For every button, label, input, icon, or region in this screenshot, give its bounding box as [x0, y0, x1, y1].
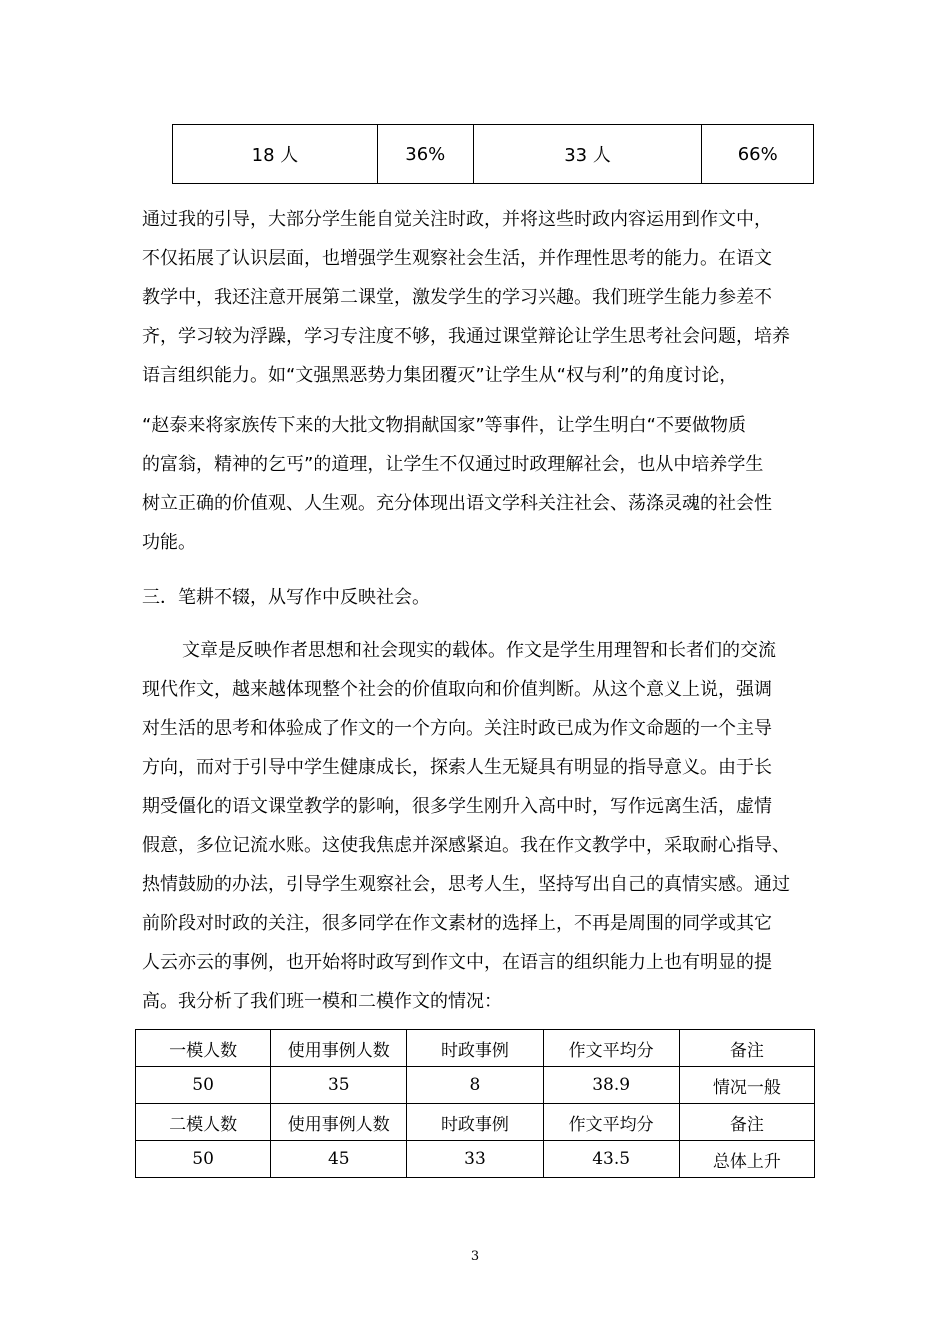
body-paragraph-2: [142, 406, 814, 562]
table-cell: 43.5: [543, 1141, 679, 1178]
text-line: 对生活的思考和体验成了作文的一个方向。关注时政已成为作文命题的一个主导: [142, 718, 772, 739]
table-cell: 情况一般: [679, 1067, 814, 1104]
text-line: 通过我的引导，大部分学生能自觉关注时政，并将这些时政内容运用到作文中，: [142, 209, 772, 230]
exam-comparison-table: [135, 1029, 815, 1178]
table-cell: 38.9: [543, 1067, 679, 1104]
text-line: 高。我分析了我们班一模和二模作文的情况：: [142, 991, 502, 1012]
table-cell: 36%: [377, 125, 473, 184]
text-line: 方向，而对于引导中学生健康成长，探索人生无疑具有明显的指导意义。由于长: [142, 757, 772, 778]
text-line: 前阶段对时政的关注，很多同学在作文素材的选择上，不再是周围的同学或其它: [142, 913, 772, 934]
body-paragraph-1: [142, 200, 814, 395]
text-line: 期受僵化的语文课堂教学的影响，很多学生刚升入高中时，写作远离生活，虚情: [142, 796, 772, 817]
text-line: 现代作文，越来越体现整个社会的价值取向和价值判断。从这个意义上说，强调: [142, 679, 772, 700]
table-cell: 50: [136, 1067, 271, 1104]
text-line: 树立正确的价值观、人生观。充分体现出语文学科关注社会、荡涤灵魂的社会性: [142, 493, 772, 514]
table-header-cell: 作文平均分: [543, 1104, 679, 1141]
table-row: [136, 1030, 815, 1067]
table-header-cell: 备注: [679, 1030, 814, 1067]
table-header-cell: 作文平均分: [543, 1030, 679, 1067]
table-header-cell: 二模人数: [136, 1104, 271, 1141]
table-cell: 35: [271, 1067, 407, 1104]
text-line: “赵泰来将家族传下来的大批文物捐献国家”等事件，让学生明白“不要做物质: [142, 415, 746, 436]
table-cell: 50: [136, 1141, 271, 1178]
table-cell: 18 人: [173, 125, 378, 184]
table-header-cell: 时政事例: [407, 1104, 543, 1141]
table-cell: 33: [407, 1141, 543, 1178]
table-header-cell: 备注: [679, 1104, 814, 1141]
text-line: 热情鼓励的办法，引导学生观察社会，思考人生，坚持写出自己的真情实感。通过: [142, 874, 790, 895]
text-line: 不仅拓展了认识层面，也增强学生观察社会生活，并作理性思考的能力。在语文: [142, 248, 772, 269]
page-number: 3: [470, 1249, 480, 1264]
text-line: 语言组织能力。如“文强黑恶势力集团覆灭”让学生从“权与利”的角度讨论，: [142, 365, 738, 386]
table-row: [136, 1067, 815, 1104]
text-line: 人云亦云的事例，也开始将时政写到作文中，在语言的组织能力上也有明显的提: [142, 952, 772, 973]
text-line: 文章是反映作者思想和社会现实的载体。作文是学生用理智和长者们的交流: [182, 640, 776, 661]
text-line: 功能。: [142, 532, 196, 553]
body-paragraph-3: [142, 631, 814, 1021]
stats-table: [172, 124, 814, 184]
text-line: 教学中，我还注意开展第二课堂，激发学生的学习兴趣。我们班学生能力参差不: [142, 287, 772, 308]
table-cell: 66%: [702, 125, 814, 184]
table-header-cell: 使用事例人数: [271, 1030, 407, 1067]
text-line: 齐，学习较为浮躁，学习专注度不够，我通过课堂辩论让学生思考社会问题，培养: [142, 326, 790, 347]
table-row: [136, 1104, 815, 1141]
table-cell: 45: [271, 1141, 407, 1178]
table-header-cell: 时政事例: [407, 1030, 543, 1067]
table-cell: 8: [407, 1067, 543, 1104]
table-cell: 33 人: [473, 125, 702, 184]
table-header-cell: 一模人数: [136, 1030, 271, 1067]
table-header-cell: 使用事例人数: [271, 1104, 407, 1141]
table-row: [173, 125, 814, 184]
table-cell: 总体上升: [679, 1141, 814, 1178]
text-line: 的富翁，精神的乞丐”的道理，让学生不仅通过时政理解社会，也从中培养学生: [142, 454, 764, 475]
table-row: [136, 1141, 815, 1178]
section-heading: 三．笔耕不辍，从写作中反映社会。: [142, 587, 430, 608]
text-line: 假意，多位记流水账。这使我焦虑并深感紧迫。我在作文教学中，采取耐心指导、: [142, 835, 790, 856]
